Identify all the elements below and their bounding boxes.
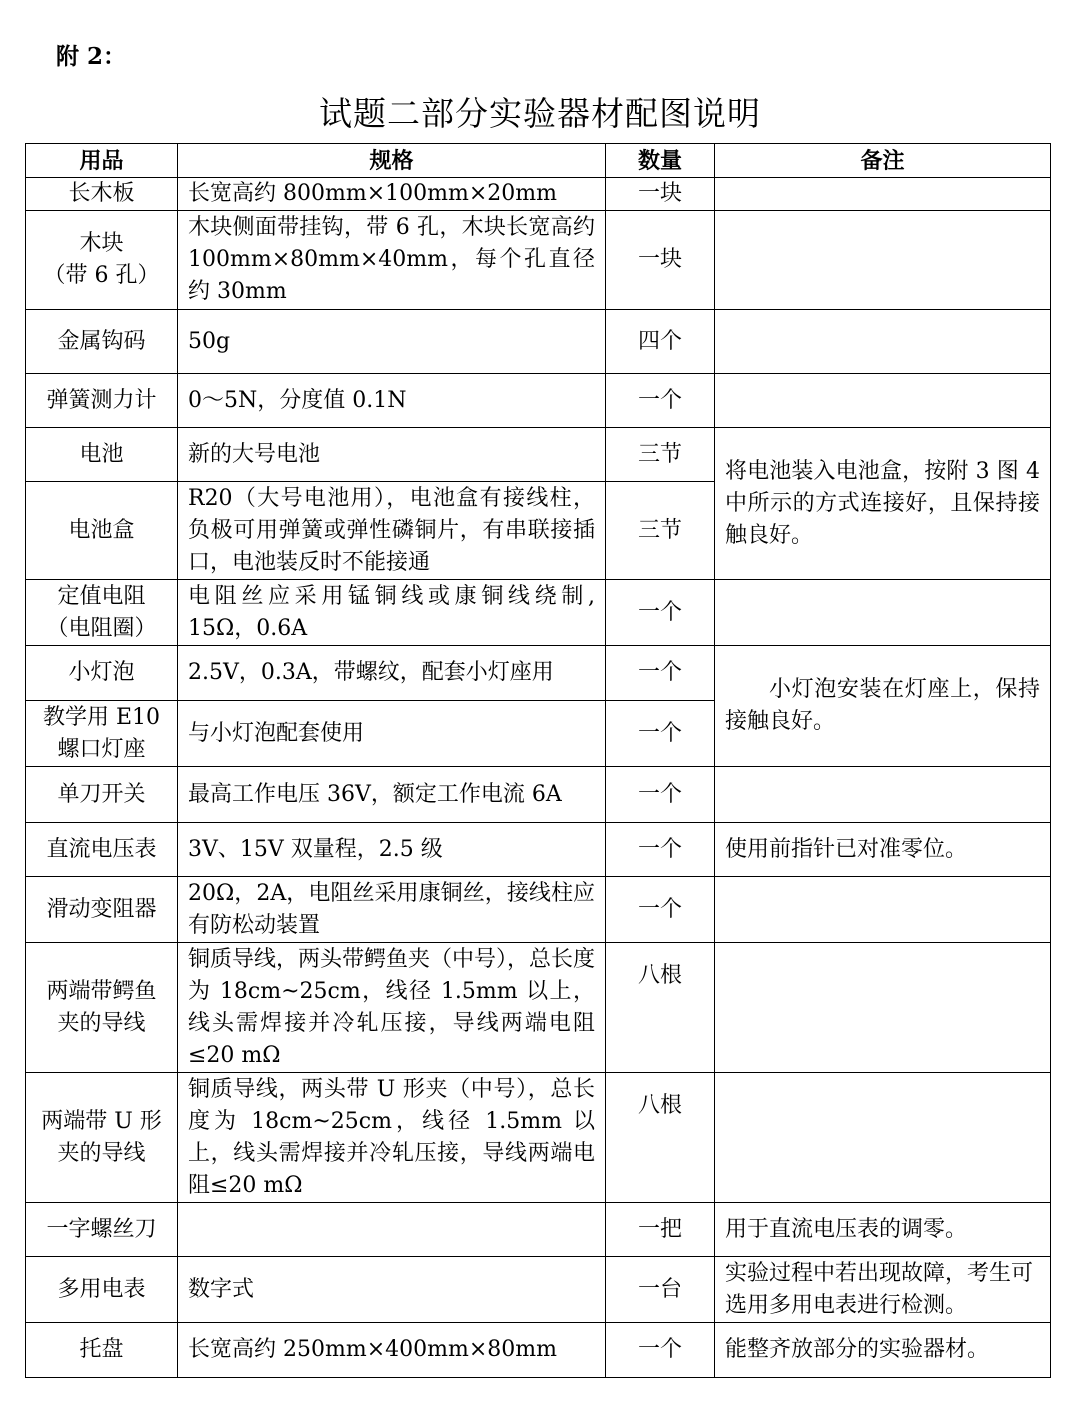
item-name-line1: 两端带鳄鱼 xyxy=(46,978,157,1004)
item-note xyxy=(715,178,1051,211)
table-row xyxy=(26,823,1051,877)
item-qty: 一台 xyxy=(606,1257,715,1323)
table-header-row xyxy=(26,144,1051,178)
table-row xyxy=(26,178,1051,211)
item-note: 实验过程中若出现故障，考生可选用多用电表进行检测。 xyxy=(715,1257,1051,1323)
item-spec: 新的大号电池 xyxy=(178,428,606,482)
attachment-label: 附 2： xyxy=(56,43,127,70)
item-spec: 长宽高约 250mm×400mm×80mm xyxy=(178,1323,606,1378)
table-row xyxy=(26,1257,1051,1323)
item-name: 弹簧测力计 xyxy=(26,374,178,428)
table-row xyxy=(26,428,1051,482)
table-row xyxy=(26,310,1051,374)
item-spec: 铜质导线，两头带 U 形夹（中号），总长度为 18cm~25cm，线径 1.5mm 以上，线头需焊接并冷轧压接，导线两端电阻≤20 mΩ xyxy=(178,1073,606,1203)
item-qty: 一把 xyxy=(606,1203,715,1257)
table-row xyxy=(26,211,1051,310)
item-name-line2: 螺口灯座 xyxy=(57,736,146,762)
item-name: 小灯泡 xyxy=(26,646,178,701)
item-name: 电池 xyxy=(26,428,178,482)
item-qty: 三节 xyxy=(606,428,715,482)
item-name: 金属钩码 xyxy=(26,310,178,374)
item-name: 滑动变阻器 xyxy=(26,877,178,943)
table-row xyxy=(26,374,1051,428)
item-spec: 3V、15V 双量程，2.5 级 xyxy=(178,823,606,877)
item-spec: 与小灯泡配套使用 xyxy=(178,701,606,767)
item-name xyxy=(26,943,178,1073)
item-note xyxy=(715,877,1051,943)
item-name-line2: 夹的导线 xyxy=(57,1140,146,1166)
item-spec: 最高工作电压 36V，额定工作电流 6A xyxy=(178,767,606,823)
item-note: 能整齐放部分的实验器材。 xyxy=(715,1323,1051,1378)
item-note xyxy=(715,767,1051,823)
item-note xyxy=(715,374,1051,428)
item-qty: 三节 xyxy=(606,482,715,580)
item-name xyxy=(26,1073,178,1203)
item-name-line1: 教学用 E10 xyxy=(42,704,161,730)
item-name: 托盘 xyxy=(26,1323,178,1378)
item-name-line1: 两端带 U 形 xyxy=(41,1108,162,1134)
item-qty: 一块 xyxy=(606,178,715,211)
item-spec: 铜质导线，两头带鳄鱼夹（中号），总长度为 18cm~25cm，线径 1.5mm 以上，线头需焊接并冷轧压接，导线两端电阻≤20 mΩ xyxy=(178,943,606,1073)
item-spec: 20Ω，2A，电阻丝采用康铜丝，接线柱应有防松动装置 xyxy=(178,877,606,943)
item-spec: 2.5V，0.3A，带螺纹，配套小灯座用 xyxy=(178,646,606,701)
item-spec xyxy=(178,1203,606,1257)
item-spec: 50g xyxy=(178,310,606,374)
item-spec: 电阻丝应采用锰铜线或康铜线绕制, 15Ω，0.6A xyxy=(178,580,606,646)
item-note xyxy=(715,580,1051,646)
item-qty: 一块 xyxy=(606,211,715,310)
item-name: 电池盒 xyxy=(26,482,178,580)
table-row xyxy=(26,767,1051,823)
item-name: 多用电表 xyxy=(26,1257,178,1323)
item-note: 小灯泡安装在灯座上，保持接触良好。 xyxy=(715,646,1051,767)
item-qty: 一个 xyxy=(606,877,715,943)
table-row xyxy=(26,943,1051,1073)
item-qty: 一个 xyxy=(606,701,715,767)
item-spec: R20（大号电池用），电池盒有接线柱，负极可用弹簧或弹性磷铜片，有串联接插口，电池装反时不能接通 xyxy=(178,482,606,580)
item-qty: 一个 xyxy=(606,580,715,646)
item-qty: 八根 xyxy=(606,1073,715,1203)
item-name: 一字螺丝刀 xyxy=(26,1203,178,1257)
item-name: 长木板 xyxy=(26,178,178,211)
equipment-table xyxy=(25,143,1051,1378)
item-note xyxy=(715,943,1051,1073)
item-qty: 一个 xyxy=(606,823,715,877)
item-spec: 长宽高约 800mm×100mm×20mm xyxy=(178,178,606,211)
table-row xyxy=(26,1073,1051,1203)
table-row xyxy=(26,1203,1051,1257)
item-name-line1: 木块 xyxy=(79,231,124,256)
item-qty: 一个 xyxy=(606,767,715,823)
item-note: 使用前指针已对准零位。 xyxy=(715,823,1051,877)
item-name: 单刀开关 xyxy=(26,767,178,823)
item-spec: 木块侧面带挂钩，带 6 孔，木块长宽高约 100mm×80mm×40mm，每个孔直径约 30mm xyxy=(178,211,606,310)
document-title: 试题二部分实验器材配图说明 xyxy=(319,94,761,133)
table-row xyxy=(26,646,1051,701)
item-note: 用于直流电压表的调零。 xyxy=(715,1203,1051,1257)
header-spec: 规格 xyxy=(178,144,606,178)
table-row xyxy=(26,1323,1051,1378)
item-name xyxy=(26,211,178,310)
item-qty: 一个 xyxy=(606,1323,715,1378)
item-qty: 一个 xyxy=(606,374,715,428)
item-name-line2: 夹的导线 xyxy=(57,1010,146,1036)
item-name-line2: （电阻圈） xyxy=(46,615,157,641)
item-name xyxy=(26,701,178,767)
item-note xyxy=(715,310,1051,374)
item-qty: 八根 xyxy=(606,943,715,1073)
header-name: 用品 xyxy=(26,144,178,178)
header-qty: 数量 xyxy=(606,144,715,178)
item-note xyxy=(715,211,1051,310)
item-name: 直流电压表 xyxy=(26,823,178,877)
item-spec: 0～5N，分度值 0.1N xyxy=(178,374,606,428)
item-spec: 数字式 xyxy=(178,1257,606,1323)
header-note: 备注 xyxy=(715,144,1051,178)
table-row xyxy=(26,877,1051,943)
item-note: 将电池装入电池盒，按附 3 图 4 中所示的方式连接好，且保持接触良好。 xyxy=(715,428,1051,580)
item-name-line2: （带 6 孔） xyxy=(43,263,160,288)
item-note xyxy=(715,1073,1051,1203)
item-name-line1: 定值电阻 xyxy=(57,583,146,609)
item-name xyxy=(26,580,178,646)
item-qty: 四个 xyxy=(606,310,715,374)
table-row xyxy=(26,580,1051,646)
item-qty: 一个 xyxy=(606,646,715,701)
